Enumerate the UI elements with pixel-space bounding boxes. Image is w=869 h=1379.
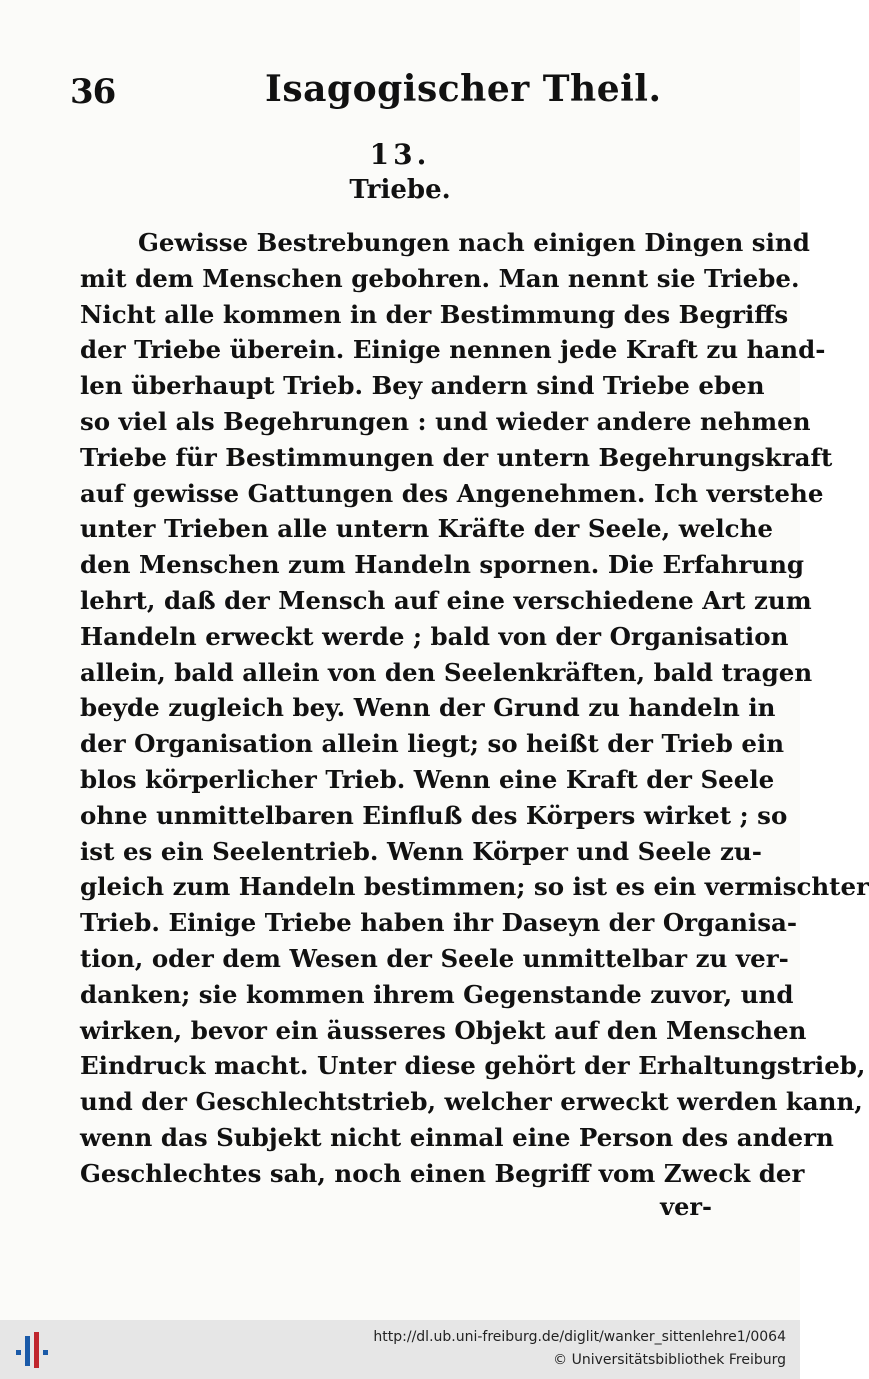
text-line: Gewisse Bestrebungen nach einigen Dingen sind (138, 228, 810, 257)
text-line: wenn das Subjekt nicht einmal eine Person des andern (80, 1122, 834, 1152)
text-line: so viel als Begehrungen : und wieder andere nehmen (80, 406, 811, 436)
catchword: ver- (660, 1192, 712, 1221)
text-line: gleich zum Handeln bestimmen; so ist es ein vermischter (80, 872, 869, 902)
text-line: lehrt, daß der Mensch auf eine verschiedene Art zum (80, 585, 812, 615)
text-line: der Organisation allein liegt; so heißt der Trieb ein (80, 729, 785, 759)
text-line: mit dem Menschen gebohren. Man nennt sie Triebe. (80, 263, 800, 293)
text-line: ohne unmittelbaren Einfluß des Körpers wirket ; so (80, 800, 788, 830)
text-line: blos körperlicher Trieb. Wenn eine Kraft der Seele (80, 764, 775, 794)
section-title: Triebe. (349, 175, 451, 205)
text-line: Geschlechtes sah, noch einen Begriff vom Zweck der (80, 1158, 805, 1188)
library-logo-icon (12, 1328, 52, 1372)
text-line: auf gewisse Gattungen des Angenehmen. Ich verstehe (80, 478, 824, 508)
text-line: der Triebe überein. Einige nennen jede Kraft zu hand- (80, 335, 826, 365)
viewer-footer (0, 1320, 800, 1379)
text-line: Trieb. Einige Triebe haben ihr Daseyn der Organisa- (80, 908, 798, 938)
text-line: Nicht alle kommen in der Bestimmung des Begriffs (80, 299, 789, 329)
text-line: ist es ein Seelentrieb. Wenn Körper und Seele zu- (80, 836, 762, 866)
text-line: unter Trieben alle untern Kräfte der Seele, welche (80, 514, 773, 544)
permalink-url[interactable]: http://dl.ub.uni-freiburg.de/diglit/wanker_sittenlehre1/0064 (373, 1329, 786, 1345)
text-line: den Menschen zum Handeln spornen. Die Erfahrung (80, 550, 805, 580)
text-line: wirken, bevor ein äusseres Objekt auf den Menschen (80, 1015, 807, 1045)
body-text (80, 225, 869, 1192)
text-line: tion, oder dem Wesen der Seele unmittelbar zu ver- (80, 943, 789, 973)
text-line: Triebe für Bestimmungen der untern Begehrungskraft (80, 442, 833, 472)
section-number: 13. (369, 138, 431, 171)
text-line: allein, bald allein von den Seelenkräften, bald tragen (80, 657, 813, 687)
page-number: 36 (70, 72, 116, 112)
text-line: Eindruck macht. Unter diese gehört der Erhaltungstrieb, (80, 1051, 866, 1081)
text-line: len überhaupt Trieb. Bey andern sind Triebe eben (80, 371, 765, 401)
text-line: Handeln erweckt werde ; bald von der Organisation (80, 621, 789, 651)
copyright-notice: © Universitätsbibliothek Freiburg (553, 1352, 786, 1368)
running-head: Isagogischer Theil. (265, 68, 662, 110)
text-line: beyde zugleich bey. Wenn der Grund zu handeln in (80, 693, 776, 723)
text-line: danken; sie kommen ihrem Gegenstande zuvor, und (80, 979, 794, 1009)
text-line: und der Geschlechtstrieb, welcher erweckt werden kann, (80, 1087, 863, 1117)
